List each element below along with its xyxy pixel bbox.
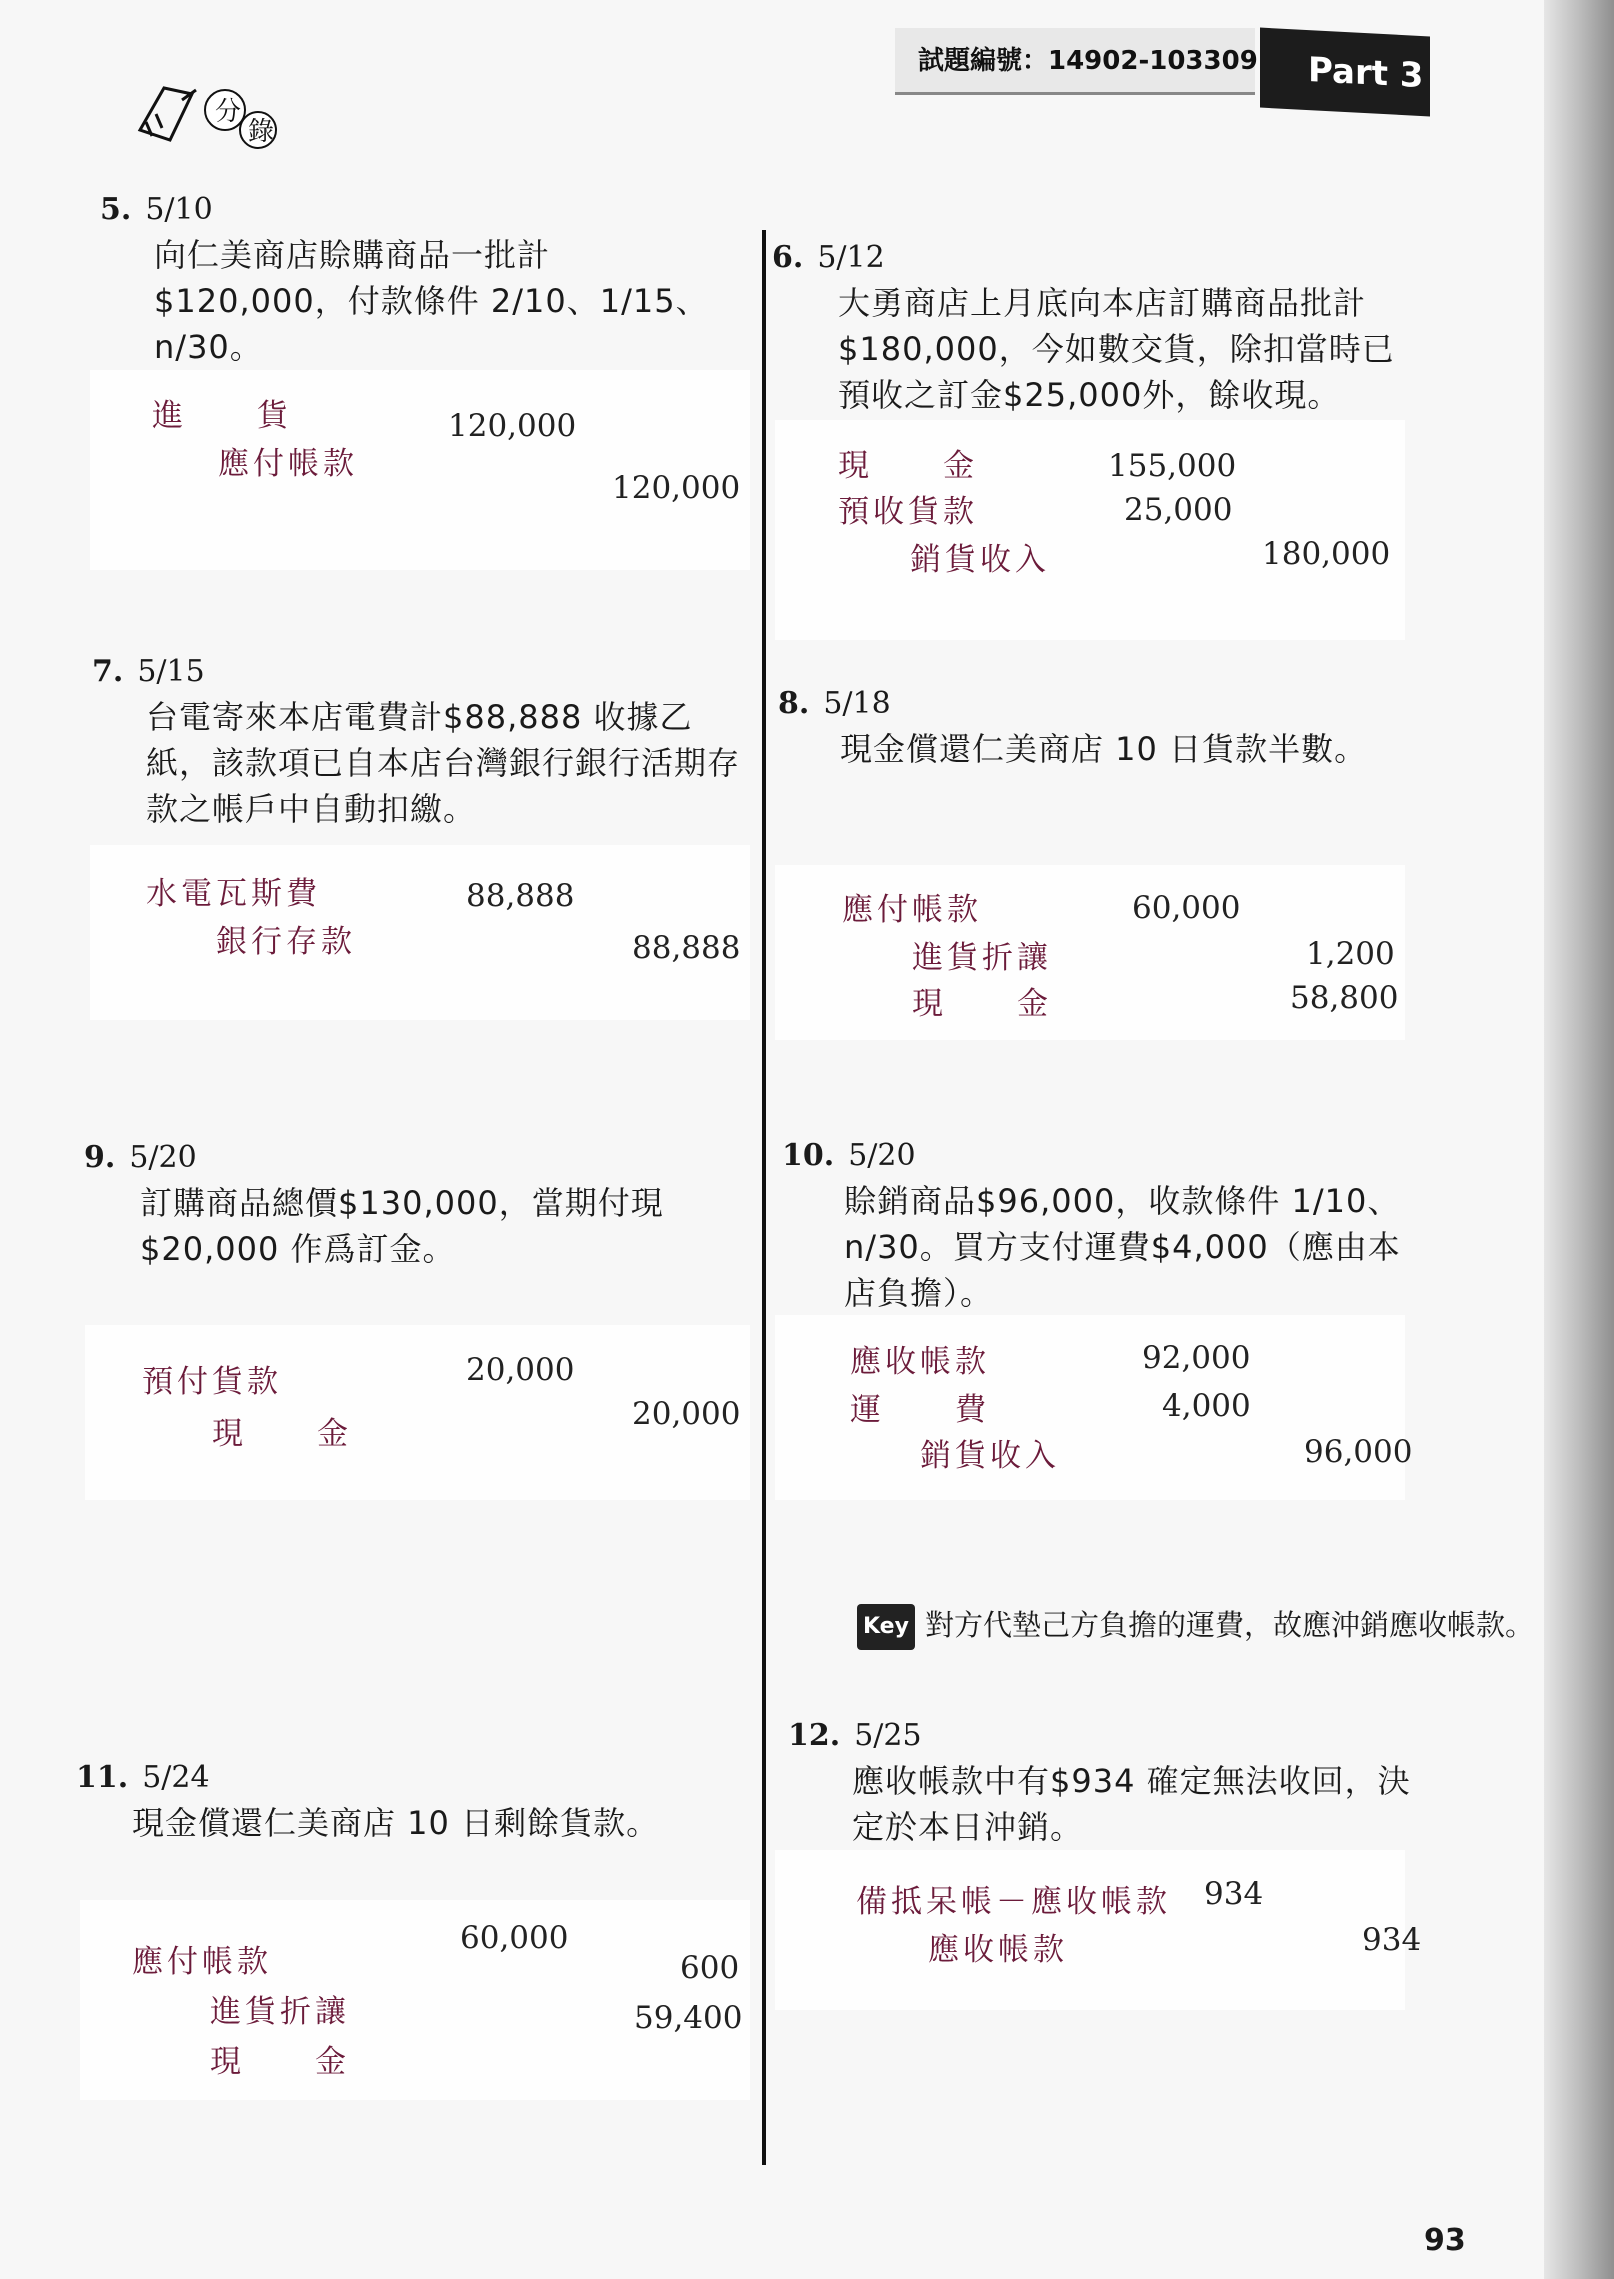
entry-account: 現 金	[210, 2044, 350, 2080]
entry-debit: 155,000	[1108, 448, 1237, 484]
entry-debit: 120,000	[448, 408, 577, 444]
problem-date: 5/25	[854, 1718, 922, 1753]
entry-account: 進 貨	[152, 398, 292, 434]
entry-account: 運 費	[850, 1392, 990, 1428]
entry-debit: 4,000	[1162, 1388, 1251, 1424]
problem-8	[778, 682, 1418, 772]
problem-text: 向仁美商店賒購商品一批計$120,000，付款條件 2/10、1/15、n/30。	[154, 236, 709, 366]
problem-text: 賒銷商品$96,000，收款條件 1/10、n/30。買方支付運費$4,000（應由本店負擔）。	[844, 1182, 1401, 1312]
entry-account: 預收貨款	[838, 494, 978, 530]
entry-account: 應付帳款	[218, 446, 358, 482]
entry-debit: 25,000	[1124, 492, 1233, 528]
problem-text: 應收帳款中有$934 確定無法收回，決定於本日沖銷。	[852, 1762, 1411, 1846]
problem-date: 5/15	[137, 654, 205, 689]
notebook-icon	[140, 88, 192, 140]
entry-account: 進貨折讓	[912, 940, 1052, 976]
entry-account: 應付帳款	[842, 892, 982, 928]
entry-account: 現 金	[212, 1416, 352, 1452]
problem-date: 5/24	[142, 1760, 210, 1795]
entry-credit: 180,000	[1262, 536, 1391, 572]
problem-number: 8.	[778, 686, 810, 721]
problem-number: 6.	[772, 240, 804, 275]
entry-credit: 1,200	[1306, 936, 1395, 972]
problem-10	[782, 1134, 1422, 1316]
problem-number: 7.	[92, 654, 124, 689]
key-note	[857, 1602, 1557, 1650]
entry-account: 水電瓦斯費	[146, 876, 321, 912]
problem-text: 訂購商品總價$130,000，當期付現$20,000 作爲訂金。	[140, 1184, 664, 1268]
problem-9	[84, 1136, 724, 1272]
problem-5	[100, 188, 740, 370]
entry-credit: 88,888	[632, 930, 741, 966]
entry-account: 現 金	[838, 448, 978, 484]
entry-credit: 934	[1362, 1922, 1422, 1958]
problem-number: 11.	[76, 1760, 129, 1795]
entry-debit: 934	[1204, 1876, 1264, 1912]
section-logo	[130, 78, 310, 150]
problem-number: 9.	[84, 1140, 116, 1175]
entry-account: 應付帳款	[132, 1944, 272, 1980]
entry-account: 進貨折讓	[210, 1994, 350, 2030]
svg-text:分: 分	[215, 97, 242, 127]
entry-debit: 88,888	[466, 878, 575, 914]
problem-11	[76, 1756, 716, 1846]
problem-date: 5/18	[823, 686, 891, 721]
entry-debit: 60,000	[460, 1920, 569, 1956]
problem-number: 10.	[782, 1138, 835, 1173]
problem-text: 現金償還仁美商店 10 日貨款半數。	[840, 730, 1368, 768]
column-divider	[762, 230, 766, 2165]
entry-account: 預付貨款	[142, 1364, 282, 1400]
entry-account: 銷貨收入	[910, 542, 1050, 578]
problem-number: 5.	[100, 192, 132, 227]
key-badge: Key	[857, 1604, 915, 1650]
part-tab: Part 3	[1260, 28, 1430, 117]
entry-credit: 58,800	[1290, 980, 1399, 1016]
problem-date: 5/10	[145, 192, 213, 227]
problem-number: 12.	[788, 1718, 841, 1753]
entry-account: 銀行存款	[216, 924, 356, 960]
page-number: 93	[1424, 2223, 1466, 2258]
problem-date: 5/12	[817, 240, 885, 275]
page-edge	[1544, 0, 1614, 2279]
entry-account: 銷貨收入	[920, 1438, 1060, 1474]
entry-credit: 59,400	[634, 2000, 743, 2036]
entry-debit: 92,000	[1142, 1340, 1251, 1376]
entry-credit: 120,000	[612, 470, 741, 506]
key-note-text: 對方代墊己方負擔的運費，故應沖銷應收帳款。	[924, 1608, 1534, 1642]
entry-debit: 60,000	[1132, 890, 1241, 926]
problem-date: 5/20	[848, 1138, 916, 1173]
entry-account: 現 金	[912, 986, 1052, 1022]
problem-text: 現金償還仁美商店 10 日剩餘貨款。	[132, 1804, 660, 1842]
problem-text: 大勇商店上月底向本店訂購商品批計$180,000，今如數交貨，除扣當時已預收之訂金$25,000外，餘收現。	[838, 284, 1395, 414]
entry-account: 應收帳款	[928, 1932, 1068, 1968]
entry-credit: 96,000	[1304, 1434, 1413, 1470]
entry-debit: 20,000	[466, 1352, 575, 1388]
problem-12	[788, 1714, 1428, 1850]
entry-credit: 20,000	[632, 1396, 741, 1432]
problem-text: 台電寄來本店電費計$88,888 收據乙紙，該款項已自本店台灣銀行銀行活期存款之帳戶中自動扣繳。	[146, 698, 741, 828]
entry-account: 備抵呆帳－應收帳款	[856, 1884, 1171, 1920]
problem-date: 5/20	[129, 1140, 197, 1175]
entry-account: 應收帳款	[850, 1344, 990, 1380]
problem-6	[772, 236, 1412, 418]
entry-credit: 600	[680, 1950, 740, 1986]
problem-7	[92, 650, 741, 832]
exam-code: 試題編號：14902-103309	[918, 46, 1258, 76]
entry-box-12	[775, 1850, 1405, 2010]
svg-text:錄: 錄	[248, 117, 275, 147]
